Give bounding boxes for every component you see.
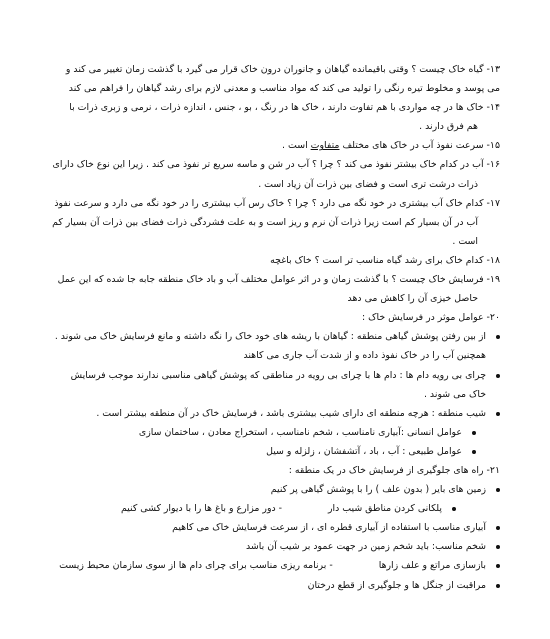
text-line: آبیاری مناسب با استفاده از آبیاری قطره ای ، از سرعت فرسایش خاک می کاهیم — [172, 522, 486, 534]
question-18: ۱۸- کدام خاک برای رشد گیاه مناسب تر است ؟ خاک باغچه — [270, 254, 500, 266]
question-17 — [50, 194, 500, 251]
factor-item-grazing — [50, 366, 486, 404]
bullet-icon — [452, 507, 456, 511]
text-segment: ۱۵- سرعت نفوذ آب در خاک های مختلف — [339, 140, 500, 152]
text-segment: پلکانی کردن مناطق شیب دار — [328, 503, 442, 515]
bullet-icon — [496, 564, 500, 568]
text-line: عوامل طبیعی : آب ، باد ، آتشفشان ، زلزله و سیل — [266, 445, 462, 457]
question-13 — [50, 60, 500, 98]
text-line: همچنین آب را در خاک نفوذ داده و از شدت آب جاری می کاهند — [243, 350, 486, 362]
text-line: ۱۶- آب در کدام خاک بیشتر نفوذ می کند ؟ چرا ؟ آب در شن و ماسه سریع تر نفوذ می کند . زیرا این نوع خاک دارای — [52, 159, 500, 171]
bullet-icon — [472, 450, 476, 454]
bullet-icon — [496, 526, 500, 530]
text-line: ۱۴- خاک ها در چه مواردی با هم تفاوت دارند ، خاک ها در رنگ ، بو ، جنس ، اندازه ذرات ، نرمی و زبری ذرات با — [69, 102, 500, 114]
prevention-item-irrigation — [50, 518, 486, 537]
factor-item-slope — [50, 404, 486, 423]
question-16 — [50, 155, 500, 193]
text-line: مراقبت از جنگل ها و جلوگیری از قطع درختان — [307, 579, 486, 591]
text-line: شخم مناسب: باید شخم زمین در جهت عمود بر شیب آن باشد — [246, 541, 486, 553]
bullet-icon — [496, 488, 500, 492]
question-14 — [50, 98, 500, 136]
text-line: هم فرق دارند . — [419, 121, 478, 133]
text-line: ذرات درشت تری است و فضای بین ذرات آن زیاد است . — [258, 178, 478, 190]
question-20: ۲۰- عوامل موثر در فرسایش خاک : — [362, 312, 500, 324]
prevention-item-pastures — [50, 556, 486, 575]
prevention-item-plant-cover — [50, 480, 486, 499]
question-21: ۲۱- راه های جلوگیری از فرسایش خاک در یک منطقه : — [288, 464, 500, 476]
text-line: ۱۹- فرسایش خاک چیست ؟ با گذشت زمان و در اثر عوامل مختلف آب و باد خاک منطقه جابه جا شده که این عمل — [57, 274, 500, 286]
factor-item-human — [50, 423, 462, 442]
text-line: عوامل انسانی :آبیاری نامناسب ، شخم نامناسب ، استخراج معادن ، ساختمان سازی — [138, 426, 462, 438]
text-line: شیب منطقه : هرچه منطقه ای دارای شیب بیشتری باشد ، فرسایش خاک در آن منطقه بیشتر است . — [96, 407, 486, 419]
question-19 — [50, 270, 500, 308]
bullet-icon — [496, 584, 500, 588]
factor-item-natural — [50, 442, 462, 461]
text-line: از بین رفتن پوشش گیاهی منطقه : گیاهان با ریشه های خود خاک را نگه داشته و مانع فرسایش خاک می شوند . — [54, 331, 486, 343]
text-line: خاک می شوند . — [423, 388, 486, 400]
text-line: است . — [452, 235, 478, 247]
bullet-icon — [496, 374, 500, 378]
text-line: ۱۷- کدام خاک آب بیشتری در خود نگه می دارد ؟ چرا ؟ خاک رس آب بیشتری را در خود نگه می دارد و سرعت نفوذ — [54, 197, 500, 209]
text-line: ۱۳- گیاه خاک چیست ؟ وقتی باقیمانده گیاهان و جانوران درون خاک قرار می گیرد با گذشت زمان تغییر می کند و — [65, 64, 500, 75]
underlined-word: متفاوت — [310, 140, 340, 152]
bullet-icon — [472, 431, 476, 435]
bullet-icon — [496, 412, 500, 416]
question-15 — [50, 136, 500, 155]
text-segment: - برنامه ریزی مناسب برای چرای دام ها از سوی سازمان محیط زیست — [59, 560, 333, 572]
bullet-icon — [496, 335, 500, 339]
prevention-item-plowing — [50, 537, 486, 556]
text-segment: بازسازی مراتع و علف زارها — [378, 560, 486, 572]
text-line: زمین های بایر ( بدون علف ) را با پوشش گیاهی پر کنیم — [270, 484, 486, 496]
bullet-icon — [496, 545, 500, 549]
text-line: می پوسد و مخلوط تیره رنگی را تولید می کند که مواد مناسب و معدنی لازم برای رشد گیاهان را فراهم می کند — [68, 83, 500, 95]
text-segment: است . — [282, 140, 311, 152]
factor-item-vegetation — [50, 327, 486, 365]
prevention-item-terracing — [50, 499, 442, 518]
text-line: آب در آن بسیار کم است زیرا ذرات آن نرم و ریز است و به علت فشردگی ذرات فضای بین ذرات آن بسیار کم — [52, 216, 478, 228]
text-line: چرای بی رویه دام ها : دام ها با چرای بی رویه در مناطقی که پوشش گیاهی مناسبی ندارند موجب فرسایش — [70, 369, 486, 381]
text-line: حاصل خیزی آن را کاهش می دهد — [347, 293, 478, 305]
prevention-item-forests — [50, 576, 486, 595]
text-segment: - دور مزارع و باغ ها را با دیوار کشی کنیم — [120, 503, 283, 515]
